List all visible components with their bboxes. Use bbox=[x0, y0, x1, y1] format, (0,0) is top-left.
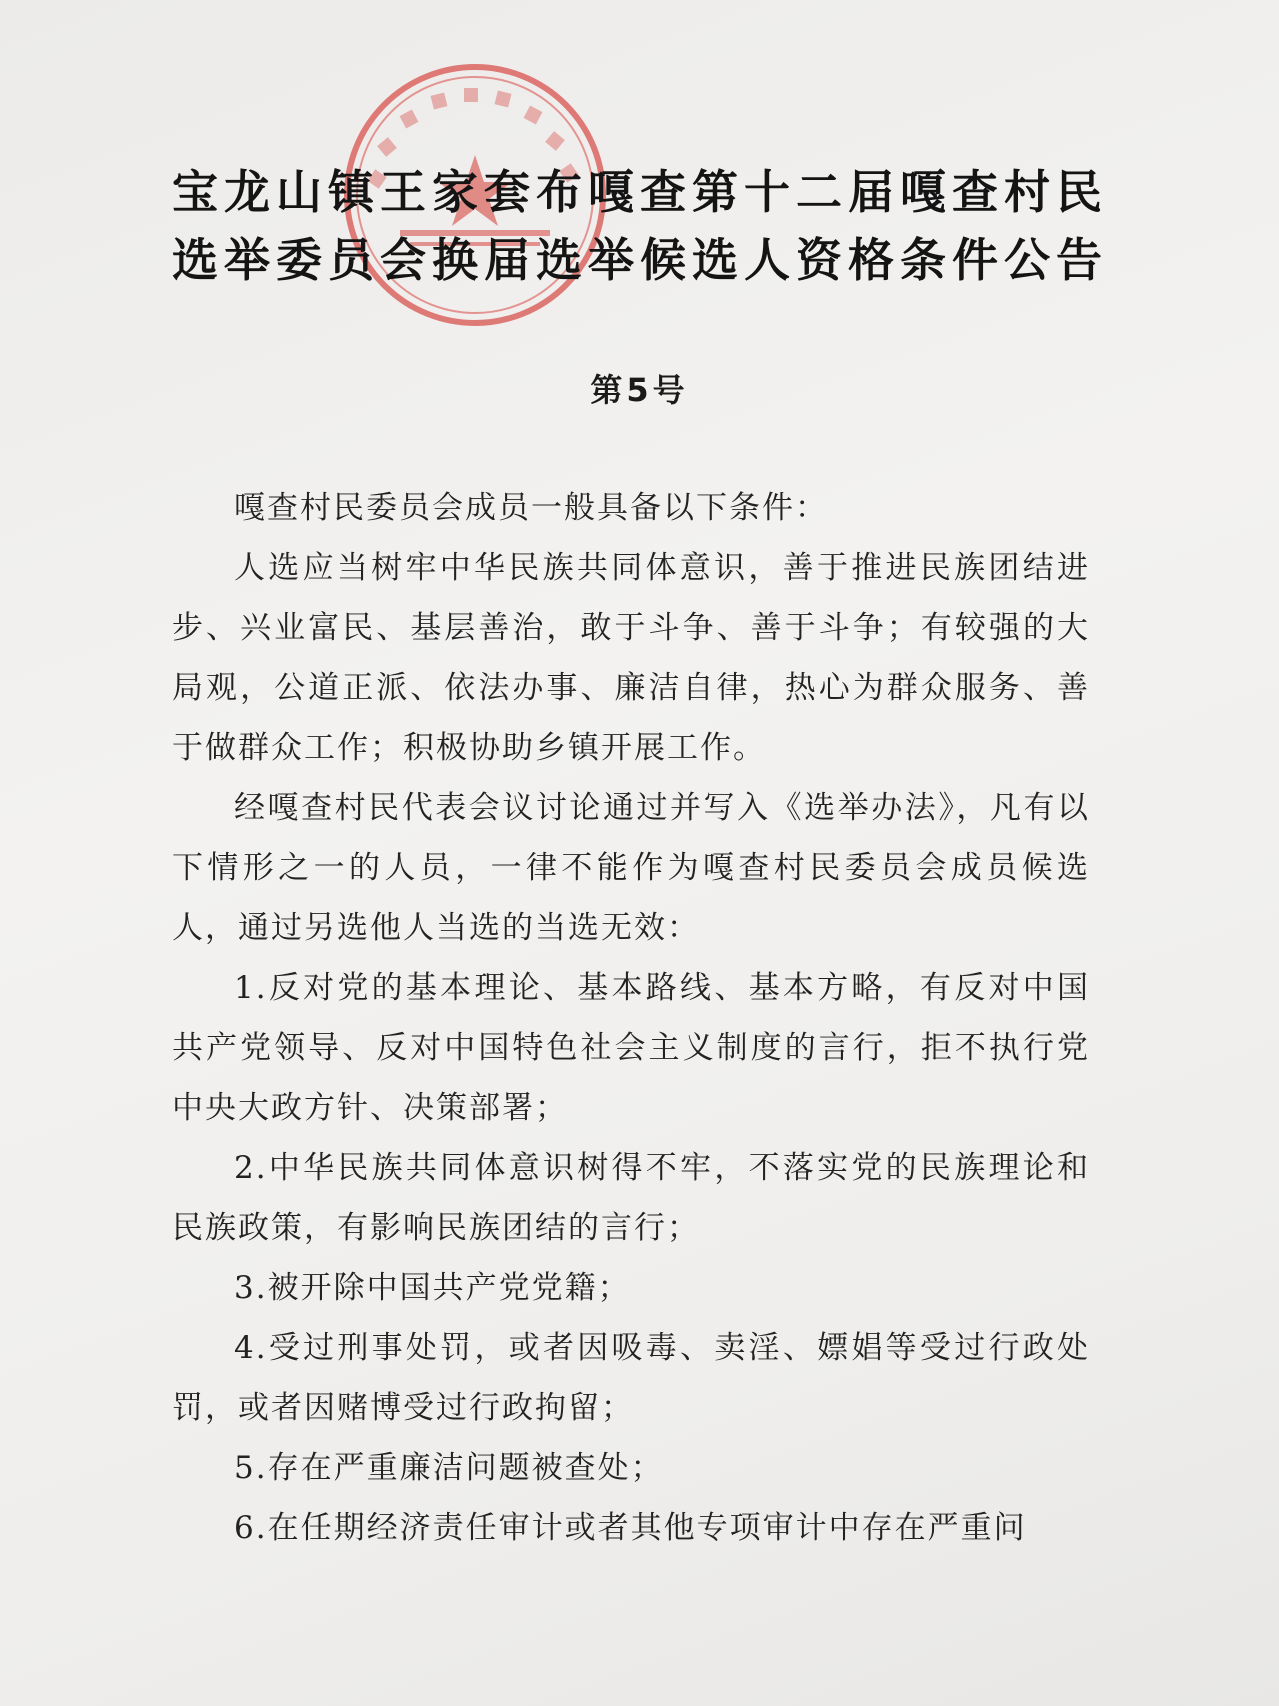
body-paragraph: 人选应当树牢中华民族共同体意识，善于推进民族团结进步、兴业富民、基层善治，敢于斗争、善于斗争；有较强的大局观，公道正派、依法办事、廉洁自律，热心为群众服务、善于做群众工作；积极协助乡镇开展工作。 bbox=[172, 550, 1090, 766]
body-paragraph: 经嘎查村民代表会议讨论通过并写入《选举办法》，凡有以下情形之一的人员，一律不能作为嘎查村民委员会成员候选人，通过另选他人当选的当选无效： bbox=[172, 790, 1090, 946]
body-paragraph: 3.被开除中国共产党党籍； bbox=[234, 1270, 631, 1306]
document-title-line-2: 选举委员会换届选举候选人资格条件公告 bbox=[172, 233, 1108, 287]
body-paragraph: 嘎查村民委员会成员一般具备以下条件： bbox=[234, 490, 828, 526]
body-paragraph: 2.中华民族共同体意识树得不牢，不落实党的民族理论和民族政策，有影响民族团结的言行； bbox=[172, 1150, 1090, 1246]
document-title-line-1: 宝龙山镇王家套布嘎查第十二届嘎查村民 bbox=[172, 165, 1108, 219]
document-number: 第5号 bbox=[590, 371, 689, 409]
body-paragraph: 1.反对党的基本理论、基本路线、基本方略，有反对中国共产党领导、反对中国特色社会主义制度的言行，拒不执行党中央大政方针、决策部署； bbox=[172, 970, 1090, 1126]
body-paragraph: 6.在任期经济责任审计或者其他专项审计中存在严重问 bbox=[234, 1510, 1027, 1546]
body-paragraph: 4.受过刑事处罚，或者因吸毒、卖淫、嫖娼等受过行政处罚，或者因赌博受过行政拘留； bbox=[172, 1330, 1090, 1426]
document-body bbox=[172, 478, 1090, 1558]
body-paragraph: 5.存在严重廉洁问题被查处； bbox=[234, 1450, 664, 1486]
